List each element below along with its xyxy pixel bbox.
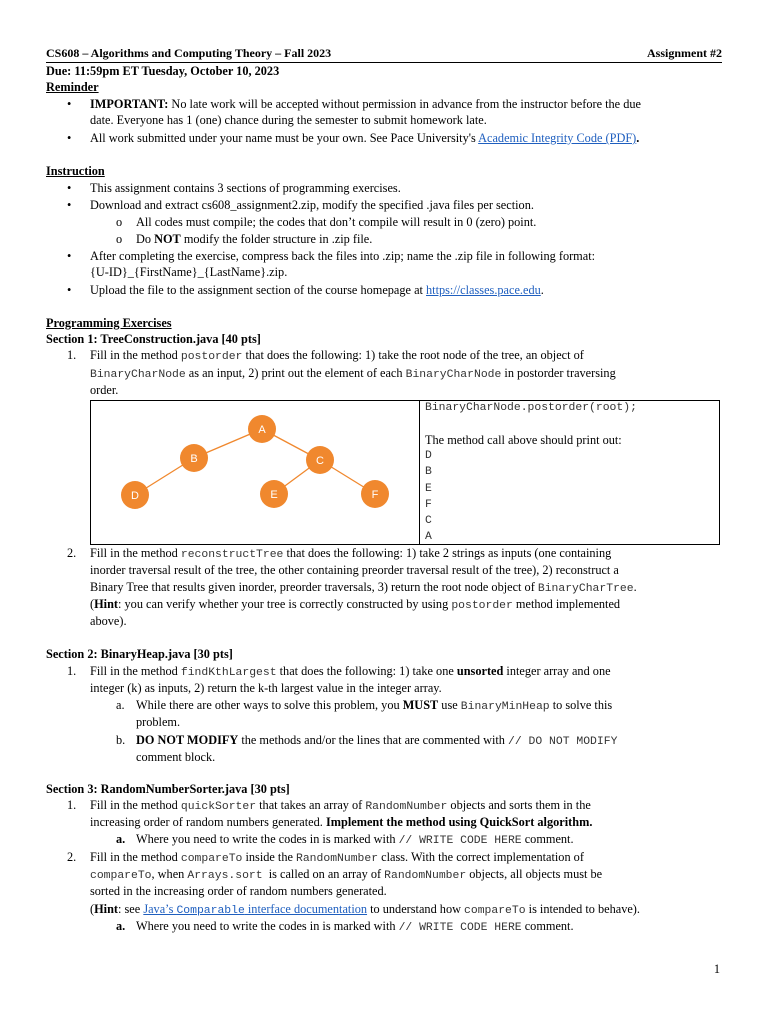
text: Fill in the method bbox=[90, 348, 181, 362]
text: . bbox=[540, 283, 544, 297]
s1-item-1 bbox=[90, 348, 584, 365]
bullet: • bbox=[67, 131, 72, 145]
code: RandomNumber bbox=[296, 853, 379, 865]
list-number: 2. bbox=[67, 850, 77, 864]
s3-item-1 bbox=[90, 798, 591, 815]
text: is called on an array of bbox=[262, 867, 385, 881]
tree-node-label: F bbox=[371, 489, 379, 501]
text: No late work will be accepted without permission in advance from the instructor before the due bbox=[168, 97, 641, 111]
instruction-item-3-cont: {U-ID}_{FirstName}_{LastName}.zip. bbox=[90, 265, 288, 279]
output-note: The method call above should print out: bbox=[425, 433, 622, 447]
s1-item-2-cont4: above). bbox=[90, 614, 127, 628]
s2-item-1a-cont: problem. bbox=[136, 715, 181, 729]
text: to solve this bbox=[549, 698, 613, 712]
text: MUST bbox=[402, 698, 439, 712]
code: BinaryCharTree bbox=[537, 583, 634, 595]
text: , when bbox=[151, 867, 188, 881]
list-letter: b. bbox=[116, 733, 126, 747]
code: RandomNumber bbox=[365, 801, 448, 813]
list-letter: a. bbox=[116, 919, 126, 933]
bullet: • bbox=[67, 283, 72, 297]
text: Java’s bbox=[143, 902, 177, 916]
bullet: • bbox=[67, 198, 72, 212]
important-label: IMPORTANT: bbox=[90, 97, 169, 111]
tree-figure-table bbox=[90, 400, 720, 545]
list-letter: a. bbox=[116, 832, 126, 846]
code: Comparable bbox=[176, 905, 245, 917]
text: Fill in the method bbox=[90, 850, 181, 864]
page-header bbox=[46, 46, 722, 63]
code: BinaryCharNode bbox=[405, 369, 502, 381]
tree-node-label: A bbox=[258, 424, 266, 436]
text: interface documentation bbox=[244, 902, 368, 916]
section-1-title: Section 1: TreeConstruction.java [40 pts] bbox=[46, 332, 261, 346]
text: ( bbox=[90, 902, 95, 916]
tree-node-label: B bbox=[190, 453, 198, 465]
section-3-title: Section 3: RandomNumberSorter.java [30 pts] bbox=[46, 782, 290, 796]
code: quickSorter bbox=[180, 801, 257, 813]
tree-node-label: D bbox=[131, 490, 139, 502]
text: . bbox=[633, 580, 637, 594]
output-line: F bbox=[425, 498, 432, 511]
s2-item-1b bbox=[136, 733, 617, 750]
text: Do bbox=[136, 232, 155, 246]
text: unsorted bbox=[456, 664, 504, 678]
s1-item-2-cont: inorder traversal result of the tree, the other containing preorder traversal result of the tree), 2) reconstruct a bbox=[90, 563, 619, 577]
code: postorder bbox=[180, 351, 243, 363]
academic-integrity-link[interactable]: Academic Integrity Code (PDF) bbox=[478, 131, 637, 145]
instruction-item-1: This assignment contains 3 sections of programming exercises. bbox=[90, 181, 401, 195]
page-number: 1 bbox=[713, 962, 720, 976]
s1-item-1-cont bbox=[90, 366, 616, 383]
s2-item-1a bbox=[136, 698, 612, 715]
s3-item-2-cont bbox=[90, 867, 602, 884]
text: . bbox=[636, 131, 640, 145]
code: RandomNumber bbox=[384, 870, 467, 882]
bullet: • bbox=[67, 181, 72, 195]
text: : you can verify whether your tree is correctly constructed by using bbox=[118, 597, 452, 611]
code: BinaryCharNode bbox=[90, 369, 186, 381]
code: findKthLargest bbox=[180, 667, 277, 679]
section-2-title: Section 2: BinaryHeap.java [30 pts] bbox=[46, 647, 233, 661]
code: compareTo bbox=[90, 870, 152, 882]
text: Implement the method using QuickSort algorithm. bbox=[325, 815, 593, 829]
text: modify the folder structure in .zip file. bbox=[180, 232, 373, 246]
s1-item-2 bbox=[90, 546, 611, 563]
sub-bullet: o bbox=[116, 215, 123, 229]
text: to understand how bbox=[367, 902, 465, 916]
text: Where you need to write the codes in is marked with bbox=[136, 919, 399, 933]
text: the methods and/or the lines that are commented with bbox=[238, 733, 509, 747]
text: Where you need to write the codes in is marked with bbox=[136, 832, 399, 846]
code: compareTo bbox=[464, 905, 526, 917]
instruction-item-2a: All codes must compile; the codes that don’t compile will result in 0 (zero) point. bbox=[136, 215, 537, 229]
instruction-item-2: Download and extract cs608_assignment2.zip, modify the specified .java files per section. bbox=[90, 198, 534, 212]
text: NOT bbox=[154, 232, 181, 246]
text: is intended to behave). bbox=[525, 902, 640, 916]
list-number: 2. bbox=[67, 546, 77, 560]
output-cell bbox=[425, 401, 637, 547]
text: in postorder traversing bbox=[501, 366, 616, 380]
instruction-item-4 bbox=[90, 283, 544, 299]
tree-diagram bbox=[91, 401, 419, 544]
text: inside the bbox=[242, 850, 297, 864]
text: Upload the file to the assignment section of the course homepage at bbox=[90, 283, 427, 297]
text: objects, all objects must be bbox=[466, 867, 603, 881]
code: Arrays.sort bbox=[187, 870, 263, 882]
text: comment. bbox=[521, 832, 574, 846]
text: that does the following: 1) take the root node of the tree, an object of bbox=[242, 348, 584, 362]
blank bbox=[425, 417, 637, 433]
s3-item-1a bbox=[136, 832, 574, 849]
reminder-item-1-cont: date. Everyone has 1 (one) chance during the semester to submit homework late. bbox=[90, 113, 487, 127]
list-number: 1. bbox=[67, 798, 77, 812]
classes-pace-link[interactable]: https://classes.pace.edu bbox=[426, 283, 541, 297]
text: class. With the correct implementation of bbox=[378, 850, 584, 864]
sub-bullet: o bbox=[116, 232, 123, 246]
text: All work submitted under your name must be your own. See Pace University's bbox=[90, 131, 479, 145]
text: DO NOT MODIFY bbox=[136, 733, 239, 747]
text: Fill in the method bbox=[90, 546, 181, 560]
s1-item-1-cont2: order. bbox=[90, 383, 119, 397]
text: Fill in the method bbox=[90, 798, 181, 812]
s1-item-2-cont2 bbox=[90, 580, 637, 597]
text: comment. bbox=[521, 919, 574, 933]
tree-node-label: C bbox=[316, 455, 324, 467]
course-title: CS608 – Algorithms and Computing Theory – Fall 2023 bbox=[46, 46, 332, 60]
s3-item-2 bbox=[90, 850, 584, 867]
output-line: C bbox=[425, 515, 432, 528]
output-line: A bbox=[425, 531, 432, 544]
instruction-item-2b bbox=[136, 232, 372, 248]
hint-label: Hint bbox=[94, 902, 119, 916]
list-number: 1. bbox=[67, 348, 77, 362]
text: Fill in the method bbox=[90, 664, 181, 678]
table-divider bbox=[419, 401, 420, 544]
text: While there are other ways to solve this problem, you bbox=[136, 698, 403, 712]
text: that does the following: 1) take 2 strings as inputs (one containing bbox=[283, 546, 612, 560]
code: // DO NOT MODIFY bbox=[508, 736, 618, 748]
programming-heading: Programming Exercises bbox=[46, 316, 172, 330]
reminder-heading: Reminder bbox=[46, 80, 99, 94]
list-letter: a. bbox=[116, 698, 125, 712]
text: Binary Tree that results given inorder, preorder traversals, 3) return the root node object of bbox=[90, 580, 538, 594]
s3-item-1-cont bbox=[90, 815, 592, 831]
text: as an input, 2) print out the element of each bbox=[185, 366, 406, 380]
code: // WRITE CODE HERE bbox=[398, 922, 522, 934]
text: : see bbox=[118, 902, 144, 916]
assignment-label: Assignment #2 bbox=[646, 46, 722, 60]
code: compareTo bbox=[180, 853, 243, 865]
output-line: E bbox=[425, 482, 432, 495]
instruction-heading: Instruction bbox=[46, 164, 105, 178]
text: increasing order of random numbers generated. bbox=[90, 815, 326, 829]
s3-item-2a bbox=[136, 919, 574, 936]
due-date: Due: 11:59pm ET Tuesday, October 10, 2023 bbox=[46, 64, 280, 78]
method-call: BinaryCharNode.postorder(root); bbox=[425, 402, 637, 414]
code: BinaryMinHeap bbox=[460, 701, 550, 713]
s1-item-2-cont3 bbox=[90, 597, 620, 614]
text: method implemented bbox=[512, 597, 621, 611]
text: that takes an array of bbox=[256, 798, 366, 812]
s2-item-1-cont: integer (k) as inputs, 2) return the k-th largest value in the integer array. bbox=[90, 681, 442, 695]
reminder-item-1 bbox=[90, 97, 641, 113]
s2-item-1 bbox=[90, 664, 611, 681]
text: ( bbox=[90, 597, 95, 611]
code: reconstructTree bbox=[180, 549, 284, 561]
text: use bbox=[438, 698, 461, 712]
text: objects and sorts them in the bbox=[447, 798, 591, 812]
bullet: • bbox=[67, 249, 72, 263]
code: // WRITE CODE HERE bbox=[398, 835, 522, 847]
text: that does the following: 1) take one bbox=[276, 664, 457, 678]
code: postorder bbox=[451, 600, 513, 612]
text: integer array and one bbox=[503, 664, 611, 678]
output-line: B bbox=[425, 466, 432, 479]
tree-node-label: E bbox=[270, 489, 278, 501]
hint-label: Hint bbox=[94, 597, 119, 611]
list-number: 1. bbox=[67, 664, 77, 678]
bullet: • bbox=[67, 97, 72, 111]
output-line: D bbox=[425, 450, 432, 462]
s3-item-2-cont2: sorted in the increasing order of random numbers generated. bbox=[90, 884, 387, 898]
instruction-item-3: After completing the exercise, compress back the files into .zip; name the .zip file in following format: bbox=[90, 249, 596, 263]
s2-item-1b-cont: comment block. bbox=[136, 750, 216, 764]
reminder-item-2 bbox=[90, 131, 639, 147]
s3-item-2-cont3 bbox=[90, 902, 640, 919]
comparable-doc-link[interactable] bbox=[143, 902, 367, 916]
